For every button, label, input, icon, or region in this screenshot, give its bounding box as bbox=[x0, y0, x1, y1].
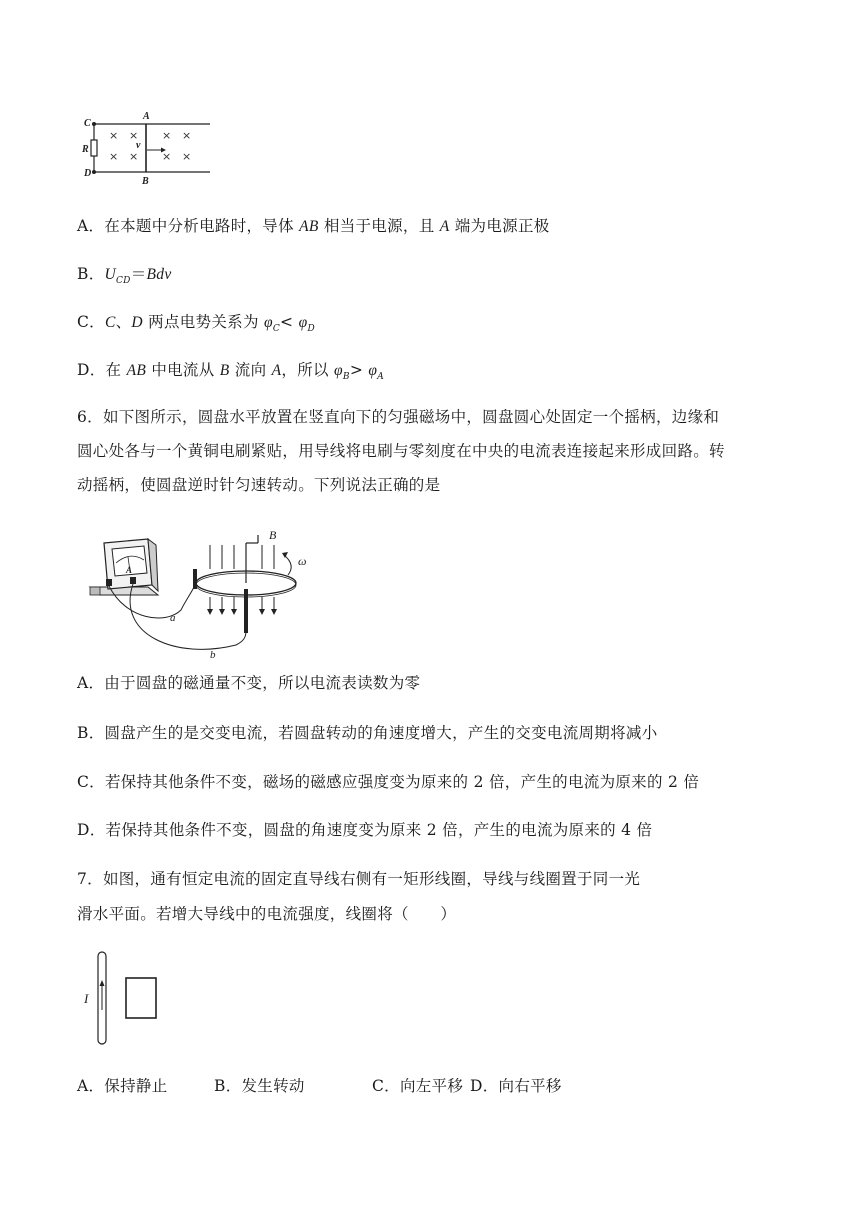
label-c: C bbox=[84, 118, 91, 129]
wire-a-label: a bbox=[170, 612, 176, 624]
q6-option-d: D．若保持其他条件不变，圆盘的角速度变为原来 2 倍，产生的电流为原来的 4 倍 bbox=[77, 821, 653, 839]
ammeter-label: A bbox=[126, 565, 133, 575]
label-v: v bbox=[136, 140, 141, 151]
q6-stem-line-1: 6．如下图所示，圆盘水平放置在竖直向下的匀强磁场中，圆盘圆心处固定一个摇柄，边缘和 bbox=[77, 408, 720, 426]
q7-option-c: C．向左平移 bbox=[372, 1077, 464, 1095]
q5-option-b: B．$U_{CD}=Bdv$ bbox=[77, 265, 172, 286]
field-cross: × bbox=[129, 129, 139, 142]
q5-option-a: A．在本题中分析电路时，导体 AB 相当于电源，且 A 端为电源正极 bbox=[77, 217, 550, 235]
field-cross: × bbox=[109, 129, 119, 142]
figure-disc-generator bbox=[86, 525, 326, 665]
field-cross: × bbox=[129, 150, 139, 163]
q5-option-c: C．C、D 两点电势关系为 $\varphi_C< \varphi_D$ bbox=[77, 313, 315, 334]
q7-stem-line-1: 7．如图，通有恒定电流的固定直导线右侧有一矩形线圈，导线与线圈置于同一光 bbox=[77, 870, 641, 888]
field-cross: × bbox=[162, 129, 172, 142]
current-label: I bbox=[84, 991, 89, 1006]
q7-stem-line-2: 滑水平面。若增大导线中的电流强度，线圈将（ ） bbox=[77, 905, 457, 923]
figure-rails-resistor bbox=[80, 110, 220, 190]
q6-option-a: A．由于圆盘的磁通量不变，所以电流表读数为零 bbox=[77, 674, 421, 692]
figure-wire-coil bbox=[80, 948, 180, 1048]
label-b: B bbox=[142, 176, 149, 187]
q6-option-c: C．若保持其他条件不变，磁场的磁感应强度变为原来的 2 倍，产生的电流为原来的 2 倍 bbox=[77, 773, 700, 791]
field-cross: × bbox=[182, 150, 192, 163]
label-r: R bbox=[82, 144, 89, 155]
q6-stem-line-3: 动摇柄，使圆盘逆时针匀速转动。下列说法正确的是 bbox=[77, 476, 441, 494]
q7-option-b: B．发生转动 bbox=[214, 1077, 305, 1095]
field-cross: × bbox=[162, 150, 172, 163]
field-b-label: B bbox=[269, 528, 277, 542]
q6-stem-line-2: 圆心处各与一个黄铜电刷紧贴，用导线将电刷与零刻度在中央的电流表连接起来形成回路。转 bbox=[77, 442, 725, 460]
omega-label: ω bbox=[298, 554, 307, 568]
q7-option-d: D．向右平移 bbox=[470, 1077, 562, 1095]
field-cross: × bbox=[182, 129, 192, 142]
label-a: A bbox=[143, 111, 150, 122]
q7-option-a: A．保持静止 bbox=[77, 1077, 168, 1095]
wire-b-label: b bbox=[210, 649, 216, 661]
q5-option-d: D．在 AB 中电流从 B 流向 A，所以 $\varphi_B> \varphi_A$ bbox=[77, 361, 385, 382]
field-cross: × bbox=[109, 150, 119, 163]
label-d: D bbox=[84, 168, 92, 179]
q6-option-b: B．圆盘产生的是交变电流，若圆盘转动的角速度增大，产生的交变电流周期将减小 bbox=[77, 724, 658, 742]
